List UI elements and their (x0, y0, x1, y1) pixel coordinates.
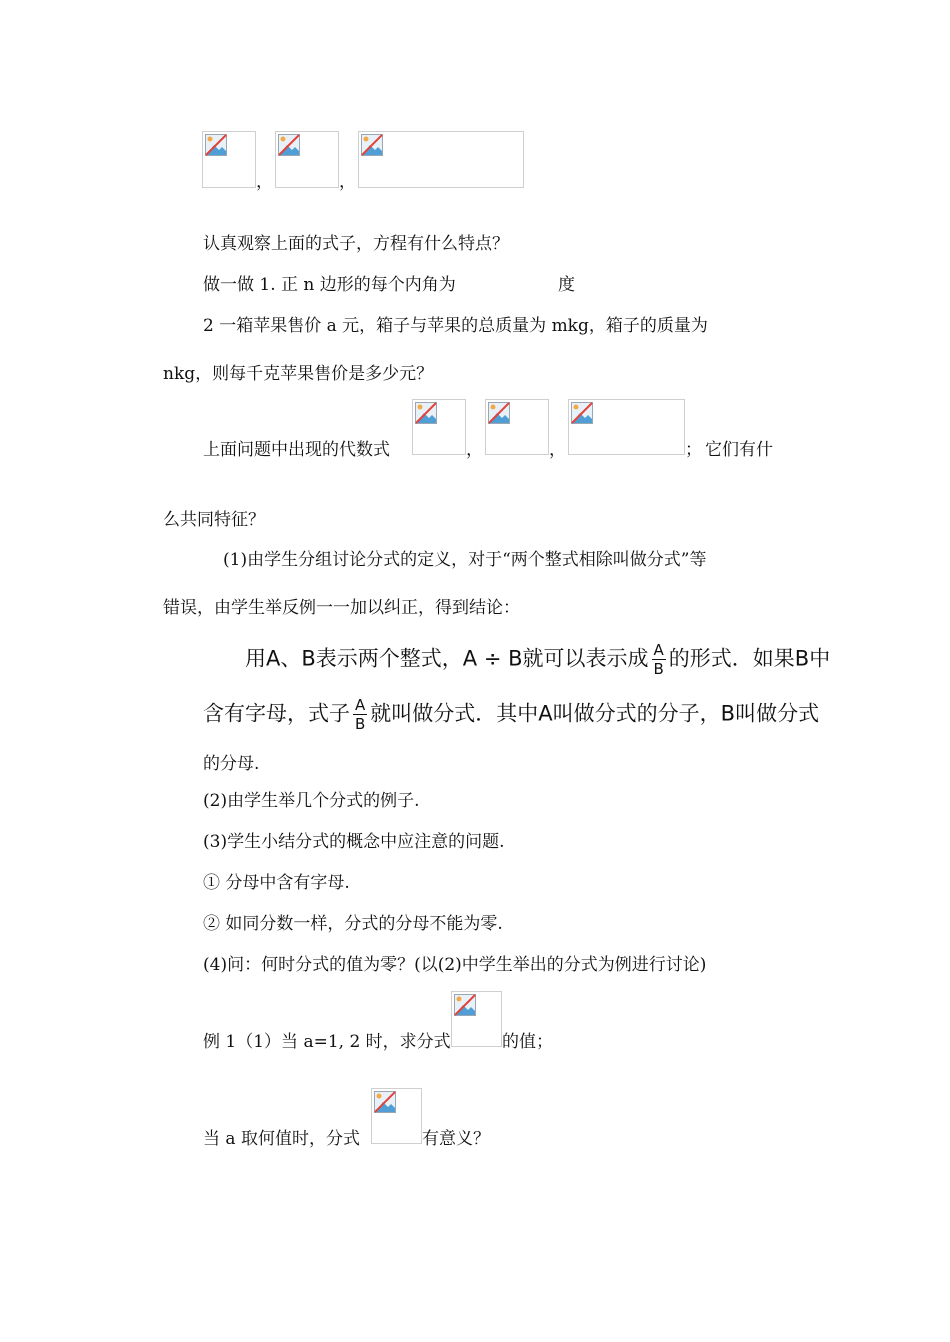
expression-image-1 (412, 399, 466, 455)
comma: ， (549, 440, 566, 460)
broken-image-icon (571, 402, 593, 424)
expression-image-2 (485, 399, 549, 455)
item-3: (3)学生小结分式的概念中应注意的问题. (203, 832, 505, 852)
example-2-fraction-image (371, 1088, 422, 1144)
fraction-numerator: A (353, 696, 367, 715)
question-apple-1: 2 一箱苹果售价 a 元，箱子与苹果的总质量为 mkg，箱子的质量为 (203, 316, 708, 336)
example-1-suffix: 的值； (502, 1032, 553, 1052)
definition-line-1 (245, 641, 830, 678)
definition-text: 用A、B表示两个整式，A ÷ B就可以表示成 (245, 646, 649, 671)
note-1: ① 分母中含有字母. (203, 873, 350, 893)
fraction-numerator: A (652, 641, 666, 660)
definition-line-3: 的分母. (203, 754, 260, 774)
formula-image-1 (202, 131, 256, 188)
broken-image-icon (454, 994, 476, 1016)
question-polygon-angle (203, 273, 456, 297)
broken-image-icon (361, 134, 383, 156)
comma: ， (466, 440, 483, 460)
example-2-suffix: 有意义？ (422, 1129, 490, 1149)
broken-image-icon (374, 1091, 396, 1113)
definition-text: 的形式．如果B中 (668, 646, 831, 671)
algebra-continuation: 么共同特征？ (163, 510, 265, 530)
polygon-unit: 度 (558, 275, 575, 295)
fraction-denominator: B (355, 715, 366, 733)
definition-text: 就叫做分式．其中A叫做分式的分子，B叫做分式 (370, 701, 820, 726)
broken-image-icon (415, 402, 437, 424)
example-1-fraction-image (451, 991, 502, 1047)
example-1-text: 例 1（1）当 a=1, 2 时，求分式 (203, 1032, 451, 1052)
algebra-prefix: 上面问题中出现的代数式 (203, 440, 390, 460)
fraction-denominator: B (653, 660, 664, 678)
broken-image-icon (278, 134, 300, 156)
discussion-2: 错误，由学生举反例一一加以纠正，得到结论： (163, 598, 520, 618)
algebra-suffix: 它们有什 (705, 440, 773, 460)
expression-image-3 (568, 399, 685, 455)
semicolon: ； (685, 440, 702, 460)
item-2: (2)由学生举几个分式的例子. (203, 791, 420, 811)
question-observe: 认真观察上面的式子，方程有什么特点？ (203, 234, 509, 254)
question-apple-2: nkg，则每千克苹果售价是多少元？ (163, 364, 434, 384)
broken-image-icon (488, 402, 510, 424)
fraction-a-over-b (353, 696, 367, 733)
discussion-1: (1)由学生分组讨论分式的定义，对于“两个整式相除叫做分式”等 (223, 550, 707, 570)
fraction-a-over-b (652, 641, 666, 678)
definition-text: 含有字母，式子 (203, 701, 350, 726)
example-2-text: 当 a 取何值时，分式 (203, 1129, 360, 1149)
polygon-text: 做一做 1. 正 n 边形的每个内角为 (203, 275, 456, 295)
definition-line-2 (203, 696, 819, 733)
note-2: ② 如同分数一样，分式的分母不能为零. (203, 914, 503, 934)
comma: ， (256, 172, 273, 192)
formula-image-2 (275, 131, 339, 188)
broken-image-icon (205, 134, 227, 156)
item-4: (4)问：何时分式的值为零？(以(2)中学生举出的分式为例进行讨论) (203, 955, 707, 975)
formula-image-3 (358, 131, 524, 188)
comma: ， (339, 172, 356, 192)
